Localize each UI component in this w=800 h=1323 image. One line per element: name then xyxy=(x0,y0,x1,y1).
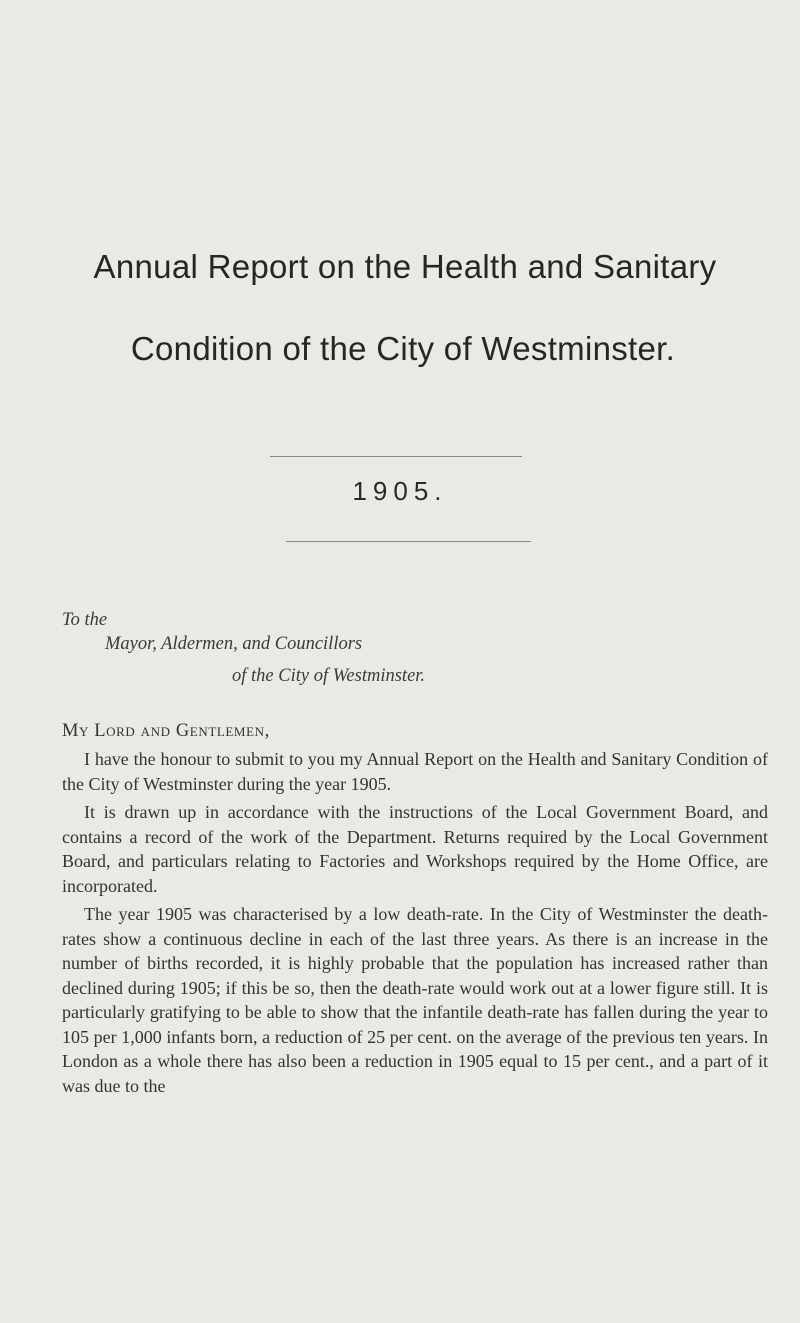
address-line-3: of the City of Westminster. xyxy=(232,666,426,686)
address-line-1: To the xyxy=(62,610,108,630)
divider-rule-bottom xyxy=(286,541,531,542)
body-paragraph-3: The year 1905 was characterised by a low death-rate. In the City of Westminster the death-rates show a continuous decline in each of the last three years. As there is an increase in the number of births recorded, it is highly probable that the population has increased rather than declined during 1905; if this be so, then the death-rate would work out at a lower figure still. It is particularly gratifying to be able to show that the infantile death-rate has fallen during the year to 105 per 1,000 infants born, a reduction of 25 per cent. on the average of the previous ten years. In London as a whole there has also been a reduction in 1905 equal to 15 per cent., and a part of it was due to the xyxy=(62,904,768,1096)
body-paragraph-2: It is drawn up in accordance with the instructions of the Local Government Board, and contains a record of the work of the Department. Returns required by the Local Government Board, and particulars relating to Factories and Workshops required by the Home Office, are incorporated. xyxy=(62,802,768,896)
address-line-2: Mayor, Aldermen, and Councillors xyxy=(105,634,363,654)
divider-rule-top xyxy=(270,456,522,457)
body-paragraph-1: I have the honour to submit to you my Annual Report on the Health and Sanitary Condition of the City of Westminster during the year 1905. xyxy=(62,749,768,794)
salutation: My Lord and Gentlemen, xyxy=(62,721,270,741)
report-title-line-1: Annual Report on the Health and Sanitary xyxy=(93,248,717,285)
report-title-line-2: Condition of the City of Westminster. xyxy=(130,330,676,367)
report-body xyxy=(62,747,768,1102)
report-year: 1905. xyxy=(352,476,448,506)
